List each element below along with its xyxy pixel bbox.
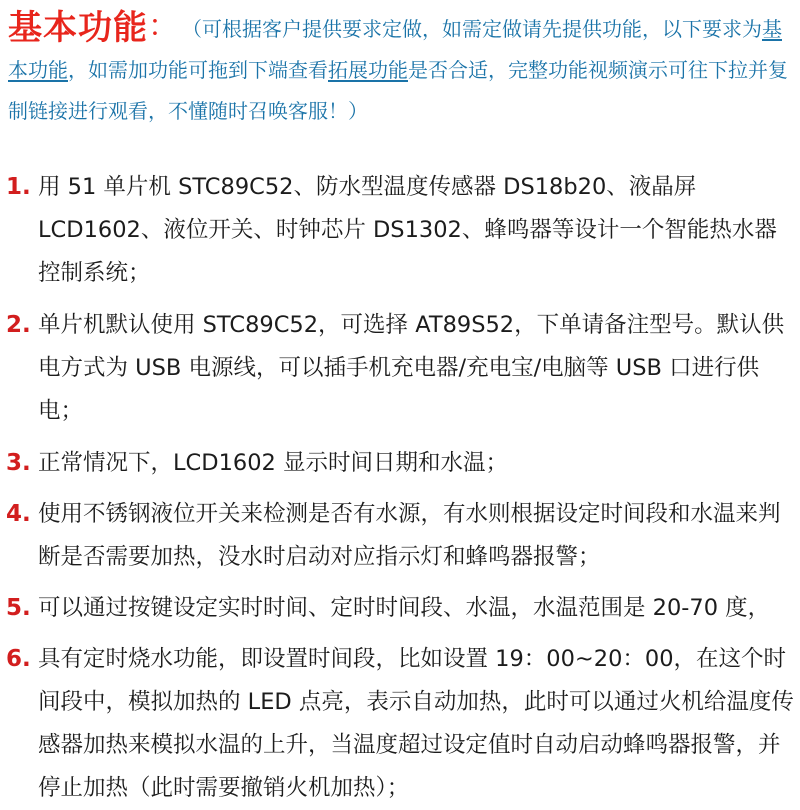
feature-text: 具有定时烧水功能，即设置时间段，比如设置 19：00~20：00，在这个时间段中，模拟加热的 LED 点亮，表示自动加热，此时可以通过火机给温度传感器加热来模拟水温的上升，当温度超过设定值时自动启动蜂鸣器报警，并停止加热（此时需要撤销火机加热）； xyxy=(38,646,794,801)
feature-number: 4. xyxy=(6,501,31,527)
feature-number: 2. xyxy=(6,312,31,338)
feature-number: 5. xyxy=(6,595,31,621)
feature-number: 1. xyxy=(6,174,31,200)
title-colon: ： xyxy=(148,9,178,44)
feature-text: 使用不锈钢液位开关来检测是否有水源，有水则根据设定时间段和水温来判断是否需要加热，没水时启动对应指示灯和蜂鸣器报警； xyxy=(38,501,781,570)
feature-item xyxy=(6,587,794,630)
header-note-close: 是否合适，完整功能视频演示可往下拉并复制链接进行观看，不懂随时召唤客服！） xyxy=(8,58,788,123)
basic-features-link[interactable]: 基本功能 xyxy=(8,17,782,82)
extended-features-link[interactable]: 拓展功能 xyxy=(328,58,408,82)
feature-text: 单片机默认使用 STC89C52，可选择 AT89S52，下单请备注型号。默认供电方式为 USB 电源线，可以插手机充电器/充电宝/电脑等 USB 口进行供电； xyxy=(38,312,785,424)
page-title: 基本功能 xyxy=(8,8,148,48)
feature-number: 6. xyxy=(6,646,31,672)
feature-text: 正常情况下，LCD1602 显示时间日期和水温； xyxy=(38,450,508,476)
feature-item xyxy=(6,166,794,295)
feature-list xyxy=(6,166,794,810)
feature-number: 3. xyxy=(6,450,31,476)
feature-item xyxy=(6,304,794,433)
header-note-mid: ，如需加功能可拖到下端查看 xyxy=(68,58,328,82)
header-note-open: （可根据客户提供要求定做，如需定做请先提供功能，以下要求为 xyxy=(192,17,762,41)
feature-item xyxy=(6,442,794,485)
feature-item xyxy=(6,493,794,579)
feature-item xyxy=(6,638,794,810)
feature-text: 可以通过按键设定实时时间、定时时间段、水温，水温范围是 20-70 度， xyxy=(38,595,771,621)
feature-text: 用 51 单片机 STC89C52、防水型温度传感器 DS18b20、液晶屏 LCD1602、液位开关、时钟芯片 DS1302、蜂鸣器等设计一个智能热水器控制系统； xyxy=(38,174,777,286)
header xyxy=(8,6,794,132)
